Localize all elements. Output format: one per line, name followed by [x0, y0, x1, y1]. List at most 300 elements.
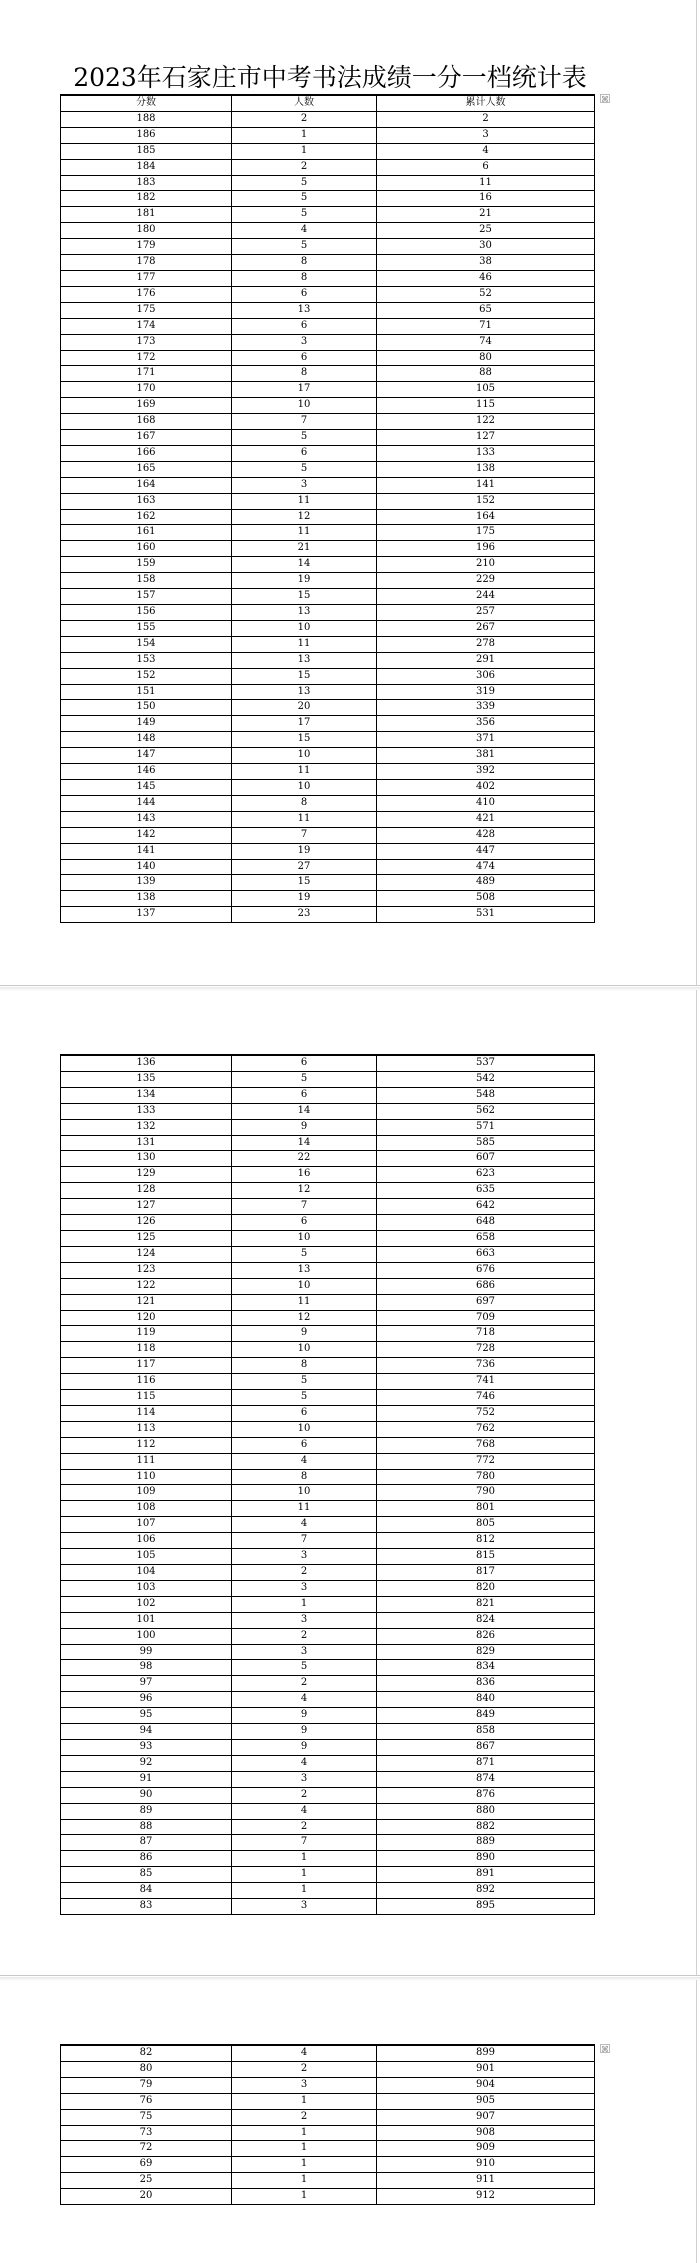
table-row — [61, 1215, 595, 1231]
table-row — [61, 1612, 595, 1628]
cell-cumulative: 229 — [377, 573, 595, 589]
table-body-page-1 — [61, 111, 595, 922]
table-row — [61, 1771, 595, 1787]
cell-score: 123 — [61, 1262, 232, 1278]
table-row — [61, 732, 595, 748]
cell-count: 3 — [232, 477, 377, 493]
cell-count: 13 — [232, 605, 377, 621]
cell-score: 131 — [61, 1135, 232, 1151]
cell-cumulative: 607 — [377, 1151, 595, 1167]
cell-score: 179 — [61, 239, 232, 255]
table-anchor-icon[interactable]: ⌘ — [601, 95, 609, 104]
cell-cumulative: 892 — [377, 1883, 595, 1899]
cell-count: 19 — [232, 891, 377, 907]
cell-count: 10 — [232, 1485, 377, 1501]
cell-cumulative: 11 — [377, 175, 595, 191]
cell-cumulative: 812 — [377, 1533, 595, 1549]
cell-cumulative: 709 — [377, 1310, 595, 1326]
cell-cumulative: 30 — [377, 239, 595, 255]
cell-score: 140 — [61, 859, 232, 875]
cell-score: 124 — [61, 1246, 232, 1262]
cell-count: 15 — [232, 732, 377, 748]
cell-count: 15 — [232, 589, 377, 605]
cell-count: 10 — [232, 1230, 377, 1246]
table-header-row — [61, 95, 595, 111]
cell-score: 153 — [61, 652, 232, 668]
cell-count: 9 — [232, 1326, 377, 1342]
cell-count: 13 — [232, 1262, 377, 1278]
cell-cumulative: 909 — [377, 2141, 595, 2157]
cell-score: 173 — [61, 334, 232, 350]
cell-count: 8 — [232, 255, 377, 271]
table-row — [61, 779, 595, 795]
cell-count: 12 — [232, 1310, 377, 1326]
cell-cumulative: 817 — [377, 1565, 595, 1581]
cell-cumulative: 867 — [377, 1739, 595, 1755]
cell-count: 10 — [232, 398, 377, 414]
cell-cumulative: 105 — [377, 382, 595, 398]
cell-cumulative: 876 — [377, 1787, 595, 1803]
cell-cumulative: 907 — [377, 2109, 595, 2125]
table-row — [61, 557, 595, 573]
table-row — [61, 414, 595, 430]
header-score: 分数 — [61, 95, 232, 111]
cell-cumulative: 762 — [377, 1421, 595, 1437]
cell-score: 183 — [61, 175, 232, 191]
table-row — [61, 1342, 595, 1358]
cell-count: 2 — [232, 2109, 377, 2125]
table-row — [61, 1103, 595, 1119]
cell-count: 1 — [232, 1867, 377, 1883]
cell-count: 23 — [232, 907, 377, 923]
table-row — [61, 1517, 595, 1533]
cell-score: 148 — [61, 732, 232, 748]
cell-cumulative: 356 — [377, 716, 595, 732]
table-row — [61, 589, 595, 605]
cell-count: 1 — [232, 2157, 377, 2173]
cell-score: 127 — [61, 1199, 232, 1215]
cell-cumulative: 642 — [377, 1199, 595, 1215]
cell-score: 181 — [61, 207, 232, 223]
cell-cumulative: 821 — [377, 1596, 595, 1612]
cell-score: 110 — [61, 1469, 232, 1485]
table-row — [61, 620, 595, 636]
cell-score: 89 — [61, 1803, 232, 1819]
cell-count: 3 — [232, 1612, 377, 1628]
table-row — [61, 1390, 595, 1406]
cell-cumulative: 122 — [377, 414, 595, 430]
cell-cumulative: 635 — [377, 1183, 595, 1199]
cell-count: 1 — [232, 2189, 377, 2205]
cell-cumulative: 829 — [377, 1644, 595, 1660]
cell-count: 13 — [232, 684, 377, 700]
table-row — [61, 2141, 595, 2157]
cell-score: 79 — [61, 2077, 232, 2093]
table-row — [61, 2125, 595, 2141]
table-row — [61, 1565, 595, 1581]
cell-cumulative: 392 — [377, 764, 595, 780]
cell-score: 118 — [61, 1342, 232, 1358]
cell-score: 168 — [61, 414, 232, 430]
table-row — [61, 1899, 595, 1915]
cell-cumulative: 210 — [377, 557, 595, 573]
table-row — [61, 875, 595, 891]
cell-cumulative: 65 — [377, 302, 595, 318]
table-row — [61, 430, 595, 446]
cell-cumulative: 164 — [377, 509, 595, 525]
table-row — [61, 366, 595, 382]
cell-cumulative: 890 — [377, 1851, 595, 1867]
table-row — [61, 1692, 595, 1708]
cell-score: 141 — [61, 843, 232, 859]
cell-count: 12 — [232, 509, 377, 525]
cell-count: 14 — [232, 1135, 377, 1151]
table-row — [61, 2173, 595, 2189]
score-table-page-1 — [60, 94, 595, 923]
cell-cumulative: 46 — [377, 270, 595, 286]
cell-cumulative: 889 — [377, 1835, 595, 1851]
cell-count: 22 — [232, 1151, 377, 1167]
cell-cumulative: 80 — [377, 350, 595, 366]
cell-cumulative: 840 — [377, 1692, 595, 1708]
table-row — [61, 1739, 595, 1755]
table-row — [61, 1708, 595, 1724]
cell-count: 10 — [232, 1421, 377, 1437]
cell-count: 2 — [232, 2061, 377, 2077]
cell-count: 6 — [232, 1087, 377, 1103]
cell-count: 4 — [232, 1517, 377, 1533]
table-body-page-3 — [61, 2045, 595, 2205]
cell-cumulative: 911 — [377, 2173, 595, 2189]
cell-score: 172 — [61, 350, 232, 366]
cell-cumulative: 912 — [377, 2189, 595, 2205]
table-row — [61, 223, 595, 239]
table-row — [61, 143, 595, 159]
cell-score: 92 — [61, 1755, 232, 1771]
cell-score: 114 — [61, 1405, 232, 1421]
cell-score: 94 — [61, 1724, 232, 1740]
cell-score: 132 — [61, 1119, 232, 1135]
table-row — [61, 1501, 595, 1517]
table-row — [61, 1294, 595, 1310]
cell-score: 96 — [61, 1692, 232, 1708]
cell-count: 14 — [232, 1103, 377, 1119]
cell-score: 90 — [61, 1787, 232, 1803]
cell-cumulative: 805 — [377, 1517, 595, 1533]
table-row — [61, 605, 595, 621]
cell-count: 1 — [232, 143, 377, 159]
cell-score: 95 — [61, 1708, 232, 1724]
cell-count: 2 — [232, 1628, 377, 1644]
cell-cumulative: 905 — [377, 2093, 595, 2109]
score-table-page-3 — [60, 2044, 595, 2205]
table-row — [61, 493, 595, 509]
cell-cumulative: 571 — [377, 1119, 595, 1135]
cell-cumulative: 21 — [377, 207, 595, 223]
table-row — [61, 573, 595, 589]
cell-cumulative: 741 — [377, 1374, 595, 1390]
cell-count: 6 — [232, 350, 377, 366]
cell-count: 5 — [232, 191, 377, 207]
cell-score: 164 — [61, 477, 232, 493]
cell-cumulative: 115 — [377, 398, 595, 414]
cell-score: 103 — [61, 1580, 232, 1596]
cell-count: 1 — [232, 2173, 377, 2189]
cell-cumulative: 141 — [377, 477, 595, 493]
cell-count: 15 — [232, 668, 377, 684]
table-row — [61, 1819, 595, 1835]
table-row — [61, 159, 595, 175]
cell-cumulative: 882 — [377, 1819, 595, 1835]
cell-count: 19 — [232, 573, 377, 589]
cell-score: 101 — [61, 1612, 232, 1628]
cell-cumulative: 175 — [377, 525, 595, 541]
cell-count: 7 — [232, 414, 377, 430]
table-row — [61, 1644, 595, 1660]
cell-count: 20 — [232, 700, 377, 716]
cell-score: 182 — [61, 191, 232, 207]
cell-count: 27 — [232, 859, 377, 875]
cell-count: 1 — [232, 1596, 377, 1612]
cell-score: 72 — [61, 2141, 232, 2157]
cell-score: 149 — [61, 716, 232, 732]
cell-score: 105 — [61, 1549, 232, 1565]
cell-cumulative: 402 — [377, 779, 595, 795]
cell-cumulative: 871 — [377, 1755, 595, 1771]
table-row — [61, 382, 595, 398]
cell-cumulative: 531 — [377, 907, 595, 923]
cell-count: 12 — [232, 1183, 377, 1199]
cell-score: 134 — [61, 1087, 232, 1103]
table-row — [61, 668, 595, 684]
cell-count: 19 — [232, 843, 377, 859]
cell-count: 5 — [232, 1071, 377, 1087]
page-break — [0, 1975, 700, 1976]
cell-score: 130 — [61, 1151, 232, 1167]
cell-score: 156 — [61, 605, 232, 621]
cell-count: 7 — [232, 1835, 377, 1851]
cell-cumulative: 74 — [377, 334, 595, 350]
cell-cumulative: 801 — [377, 1501, 595, 1517]
table-row — [61, 445, 595, 461]
table-row — [61, 716, 595, 732]
table-row — [61, 891, 595, 907]
cell-score: 158 — [61, 573, 232, 589]
cell-cumulative: 736 — [377, 1358, 595, 1374]
cell-count: 7 — [232, 827, 377, 843]
cell-cumulative: 489 — [377, 875, 595, 891]
table-row — [61, 2093, 595, 2109]
cell-count: 11 — [232, 764, 377, 780]
cell-cumulative: 52 — [377, 286, 595, 302]
cell-count: 1 — [232, 2125, 377, 2141]
cell-cumulative: 562 — [377, 1103, 595, 1119]
cell-score: 152 — [61, 668, 232, 684]
table-row — [61, 1533, 595, 1549]
table-row — [61, 525, 595, 541]
table-row — [61, 652, 595, 668]
cell-cumulative: 381 — [377, 748, 595, 764]
cell-cumulative: 908 — [377, 2125, 595, 2141]
cell-count: 13 — [232, 302, 377, 318]
table-row — [61, 1278, 595, 1294]
cell-score: 102 — [61, 1596, 232, 1612]
cell-cumulative: 3 — [377, 127, 595, 143]
table-row — [61, 2157, 595, 2173]
cell-count: 5 — [232, 1374, 377, 1390]
cell-score: 82 — [61, 2045, 232, 2061]
cell-score: 97 — [61, 1676, 232, 1692]
cell-count: 7 — [232, 1199, 377, 1215]
cell-count: 4 — [232, 223, 377, 239]
cell-count: 5 — [232, 1390, 377, 1406]
table-row — [61, 350, 595, 366]
table-row — [61, 1135, 595, 1151]
cell-count: 5 — [232, 1660, 377, 1676]
cell-count: 17 — [232, 716, 377, 732]
table-row — [61, 398, 595, 414]
table-row — [61, 239, 595, 255]
cell-score: 177 — [61, 270, 232, 286]
cell-score: 171 — [61, 366, 232, 382]
cell-score: 104 — [61, 1565, 232, 1581]
table-row — [61, 1358, 595, 1374]
cell-cumulative: 901 — [377, 2061, 595, 2077]
cell-count: 11 — [232, 493, 377, 509]
cell-count: 4 — [232, 1755, 377, 1771]
table-row — [61, 286, 595, 302]
cell-cumulative: 133 — [377, 445, 595, 461]
cell-count: 6 — [232, 286, 377, 302]
cell-count: 6 — [232, 445, 377, 461]
cell-count: 3 — [232, 1771, 377, 1787]
cell-count: 8 — [232, 1358, 377, 1374]
table-row — [61, 748, 595, 764]
cell-count: 5 — [232, 461, 377, 477]
cell-score: 108 — [61, 1501, 232, 1517]
cell-count: 11 — [232, 1501, 377, 1517]
cell-score: 88 — [61, 1819, 232, 1835]
table-row — [61, 684, 595, 700]
table-row — [61, 1867, 595, 1883]
cell-cumulative: 25 — [377, 223, 595, 239]
table-row — [61, 2045, 595, 2061]
cell-score: 125 — [61, 1230, 232, 1246]
cell-count: 6 — [232, 1215, 377, 1231]
table-row — [61, 827, 595, 843]
cell-score: 142 — [61, 827, 232, 843]
table-row — [61, 1055, 595, 1071]
cell-cumulative: 537 — [377, 1055, 595, 1071]
cell-score: 99 — [61, 1644, 232, 1660]
cell-score: 161 — [61, 525, 232, 541]
cell-count: 9 — [232, 1739, 377, 1755]
table-row — [61, 1453, 595, 1469]
cell-cumulative: 127 — [377, 430, 595, 446]
cell-cumulative: 815 — [377, 1549, 595, 1565]
cell-score: 160 — [61, 541, 232, 557]
cell-cumulative: 746 — [377, 1390, 595, 1406]
page-break — [0, 985, 700, 986]
cell-count: 10 — [232, 620, 377, 636]
table-row — [61, 764, 595, 780]
cell-cumulative: 891 — [377, 1867, 595, 1883]
cell-score: 129 — [61, 1167, 232, 1183]
table-row — [61, 859, 595, 875]
cell-count: 1 — [232, 2141, 377, 2157]
table-row — [61, 1787, 595, 1803]
cell-score: 147 — [61, 748, 232, 764]
cell-score: 86 — [61, 1851, 232, 1867]
cell-score: 137 — [61, 907, 232, 923]
table-row — [61, 843, 595, 859]
table-row — [61, 509, 595, 525]
cell-cumulative: 849 — [377, 1708, 595, 1724]
table-row — [61, 1183, 595, 1199]
table-row — [61, 1596, 595, 1612]
cell-count: 15 — [232, 875, 377, 891]
table-row — [61, 1421, 595, 1437]
score-table-page-2 — [60, 1054, 595, 1915]
cell-count: 11 — [232, 525, 377, 541]
cell-score: 98 — [61, 1660, 232, 1676]
cell-cumulative: 548 — [377, 1087, 595, 1103]
cell-cumulative: 697 — [377, 1294, 595, 1310]
cell-score: 84 — [61, 1883, 232, 1899]
table-row — [61, 175, 595, 191]
cell-count: 3 — [232, 1644, 377, 1660]
table-row — [61, 636, 595, 652]
table-row — [61, 1087, 595, 1103]
cell-count: 3 — [232, 1899, 377, 1915]
cell-cumulative: 836 — [377, 1676, 595, 1692]
cell-score: 75 — [61, 2109, 232, 2125]
cell-score: 176 — [61, 286, 232, 302]
header-count: 人数 — [232, 95, 377, 111]
cell-score: 166 — [61, 445, 232, 461]
cell-count: 6 — [232, 1437, 377, 1453]
table-row — [61, 1199, 595, 1215]
cell-score: 138 — [61, 891, 232, 907]
cell-count: 10 — [232, 1342, 377, 1358]
table-row — [61, 811, 595, 827]
cell-cumulative: 824 — [377, 1612, 595, 1628]
cell-count: 13 — [232, 652, 377, 668]
cell-cumulative: 291 — [377, 652, 595, 668]
cell-count: 5 — [232, 1246, 377, 1262]
table-row — [61, 1549, 595, 1565]
cell-score: 73 — [61, 2125, 232, 2141]
cell-cumulative: 772 — [377, 1453, 595, 1469]
table-anchor-icon[interactable]: ⌘ — [601, 2045, 609, 2054]
cell-cumulative: 768 — [377, 1437, 595, 1453]
cell-count: 5 — [232, 175, 377, 191]
cell-count: 5 — [232, 207, 377, 223]
cell-score: 128 — [61, 1183, 232, 1199]
table-row — [61, 2077, 595, 2093]
cell-score: 136 — [61, 1055, 232, 1071]
cell-cumulative: 306 — [377, 668, 595, 684]
cell-cumulative: 71 — [377, 318, 595, 334]
page-title: 2023年石家庄市中考书法成绩一分一档统计表 — [73, 63, 587, 92]
table-row — [61, 191, 595, 207]
cell-score: 113 — [61, 1421, 232, 1437]
table-row — [61, 1151, 595, 1167]
table-row — [61, 1246, 595, 1262]
cell-score: 146 — [61, 764, 232, 780]
cell-count: 16 — [232, 1167, 377, 1183]
table-row — [61, 1071, 595, 1087]
